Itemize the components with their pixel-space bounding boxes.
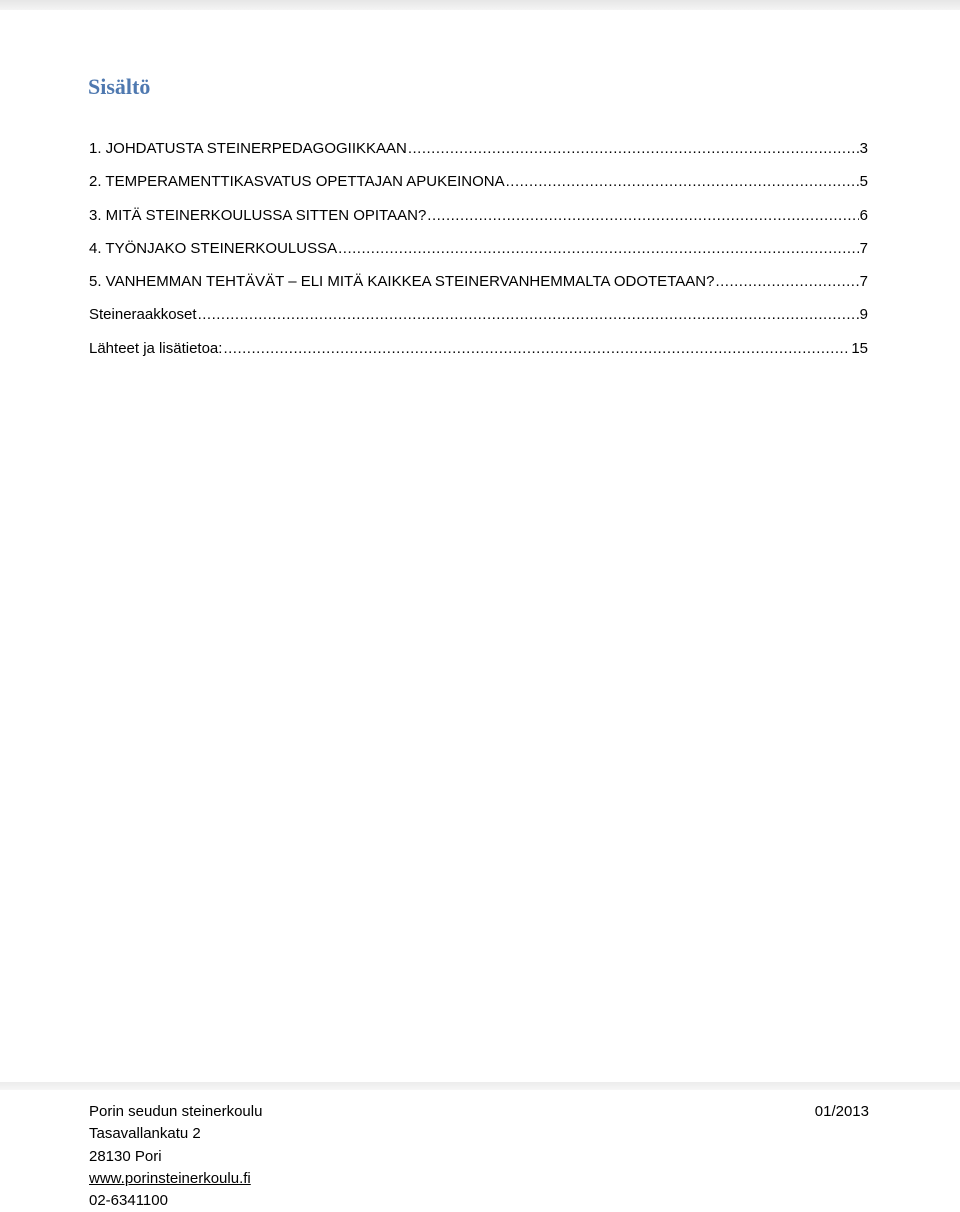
toc-entry[interactable]	[89, 172, 868, 205]
page-top-bar	[0, 0, 960, 10]
toc-entry-page: 7	[859, 273, 868, 291]
toc-entry-page: 3	[859, 140, 868, 157]
toc-entry-text: Lähteet ja lisätietoa:	[89, 339, 223, 357]
toc-entry[interactable]	[89, 206, 868, 239]
toc-entry[interactable]	[89, 305, 868, 338]
toc-entry[interactable]	[89, 139, 868, 172]
footer-date: 01/2013	[814, 1103, 869, 1120]
footer-divider	[0, 1082, 960, 1090]
toc-entry-text: 5. VANHEMMAN TEHTÄVÄT – ELI MITÄ KAIKKEA STEINERVANHEMMALTA ODOTETAAN?	[89, 273, 715, 291]
toc-entry-text: 2. TEMPERAMENTTIKASVATUS OPETTAJAN APUKEINONA	[89, 173, 505, 191]
footer-postal-address: 28130 Pori	[89, 1147, 162, 1165]
toc-entry-page: 7	[859, 239, 868, 257]
toc-dot-leader	[223, 339, 850, 359]
toc-entry[interactable]	[89, 272, 868, 305]
toc-entry[interactable]	[89, 339, 868, 372]
page-footer	[89, 1101, 869, 1212]
toc-entry-page: 5	[859, 173, 868, 191]
footer-street-address: Tasavallankatu 2	[89, 1125, 201, 1143]
toc-entry-text: 4. TYÖNJAKO STEINERKOULUSSA	[89, 239, 338, 257]
toc-entry-text: 3. MITÄ STEINERKOULUSSA SITTEN OPITAAN?	[89, 206, 427, 224]
footer-organization: Porin seudun steinerkoulu	[89, 1103, 263, 1120]
toc-dot-leader	[338, 239, 859, 259]
table-of-contents	[89, 139, 868, 372]
toc-entry-page: 6	[859, 206, 868, 224]
toc-entry-page: 9	[859, 306, 868, 324]
toc-dot-leader	[408, 139, 859, 159]
toc-dot-leader	[198, 305, 859, 325]
toc-entry-text: Steineraakkoset	[89, 306, 197, 324]
footer-website-link[interactable]: www.porinsteinerkoulu.fi	[89, 1169, 251, 1187]
footer-phone: 02-6341100	[89, 1192, 168, 1210]
toc-dot-leader	[427, 206, 858, 226]
toc-dot-leader	[506, 172, 859, 192]
toc-dot-leader	[715, 272, 858, 292]
toc-entry[interactable]	[89, 239, 868, 272]
toc-title: Sisältö	[88, 74, 151, 99]
toc-entry-page: 15	[851, 339, 868, 357]
toc-entry-text: 1. JOHDATUSTA STEINERPEDAGOGIIKKAAN	[89, 140, 407, 157]
